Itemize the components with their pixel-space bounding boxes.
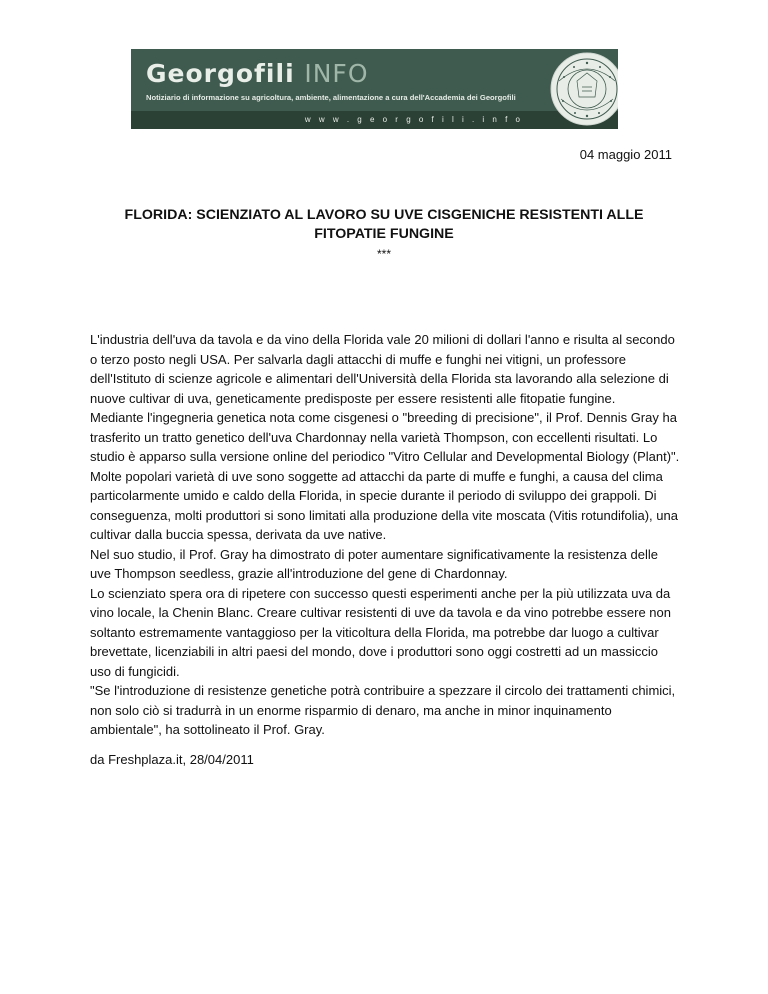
article-title: FLORIDA: SCIENZIATO AL LAVORO SU UVE CISGENICHE RESISTENTI ALLE FITOPATIE FUNGINE (124, 207, 644, 242)
banner-tagline: Notiziario di informazione su agricoltura, ambiente, alimentazione a cura dell'Accademia dei Georgofili (146, 93, 516, 102)
brand-title (146, 59, 369, 88)
article-paragraph: Mediante l'ingegneria genetica nota come cisgenesi o "breeding di precisione", il Prof. Dennis Gray ha trasferito un tratto genetico dell'uva Chardonnay nella varietà Thompson, con eccellenti risultati. Lo studio è apparso sulla versione online del periodico "Vitro Cellular and Developmental Biology (Plant)". Molte popolari varietà di uve sono soggette ad attacchi da parte di muffe e funghi, a causa del clima particolarmente umido e caldo della Florida, in specie durante il periodo di sviluppo dei grappoli. Di conseguenza, molti produttori si sono limitati alla produzione della vite moscata (Vitis rotundifolia), una cultivar dalla buccia spessa, derivata da uve native. (90, 410, 680, 542)
banner-url-strip (131, 111, 618, 129)
article-source: da Freshplaza.it, 28/04/2011 (90, 752, 254, 767)
publication-date: 04 maggio 2011 (579, 147, 672, 162)
title-separator: *** (376, 247, 391, 261)
brand-suffix: INFO (304, 59, 369, 88)
site-url[interactable]: w w w . g e o r g o f i l i . i n f o (304, 115, 523, 124)
article-paragraph: Nel suo studio, il Prof. Gray ha dimostrato di poter aumentare significativamente la resistenza delle uve Thompson seedless, grazie all'introduzione del gene di Chardonnay. (90, 546, 658, 581)
academy-seal-icon (549, 51, 618, 127)
brand-name: Georgofili (146, 59, 295, 88)
article-paragraph: L'industria dell'uva da tavola e da vino della Florida vale 20 milioni di dollari l'anno e risulta al secondo o terzo posto negli USA. Per salvarla dagli attacchi di muffe e funghi nei vitigni, un professore dell'Istituto di scienze agricole e alimentari dell'Università della Florida sta lavorando alla selezione di nuove cultivar di uva, geneticamente predisposte per essere resistenti alle fitopatie fungine. (90, 332, 675, 406)
georgofili-banner (131, 49, 618, 129)
article-body (90, 330, 680, 740)
article-paragraph: "Se l'introduzione di resistenze genetiche potrà contribuire a spezzare il circolo dei trattamenti chimici, non solo ciò si tradurrà in un enorme risparmio di denaro, ma anche in minor inquinamento ambientale", ha sottolineato il Prof. Gray. (90, 683, 676, 737)
article-paragraph: Lo scienziato spera ora di ripetere con successo questi esperimenti anche per la più utilizzata uva da vino locale, la Chenin Blanc. Creare cultivar resistenti di uve da tavola e da vino potrebbe essere non soltanto estremamente vantaggioso per la viticoltura della Florida, ma potrebbe dar luogo a cultivar brevettate, licenziabili in altri paesi del mondo, dove i produttori sono oggi costretti ad un massiccio uso di fungicidi. (90, 585, 672, 679)
